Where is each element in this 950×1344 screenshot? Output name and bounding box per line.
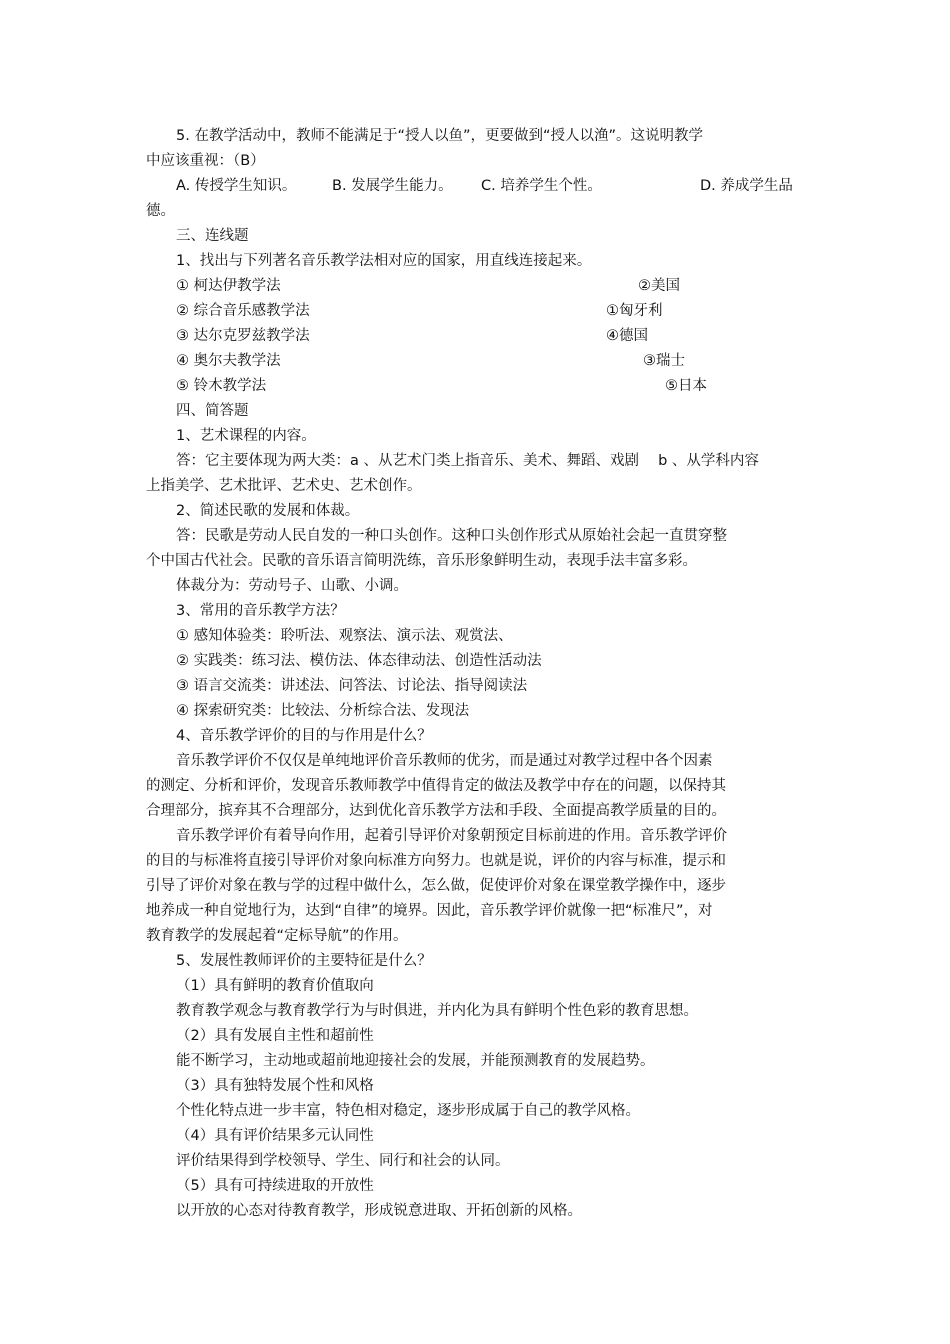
q5-option-d-continued: 德。 bbox=[146, 203, 175, 219]
q3-item: ③ 语言交流类：讲述法、问答法、讨论法、指导阅读法 bbox=[176, 678, 528, 694]
country-item: ②美国 bbox=[638, 278, 680, 294]
q3-item: ② 实践类：练习法、模仿法、体态律动法、创造性活动法 bbox=[176, 653, 542, 669]
feature-body: 个性化特点进一步丰富，特色相对稳定，逐步形成属于自己的教学风格。 bbox=[176, 1103, 640, 1119]
q1-title: 1、艺术课程的内容。 bbox=[176, 428, 316, 444]
q4-paragraph-line: 合理部分，摈弃其不合理部分，达到优化音乐教学方法和手段、全面提高教学质量的目的。 bbox=[146, 803, 726, 819]
section3-heading: 三、连线题 bbox=[176, 228, 249, 244]
method-item: ② 综合音乐感教学法 bbox=[176, 303, 310, 319]
feature-heading: （4）具有评价结果多元认同性 bbox=[176, 1128, 374, 1144]
country-item: ⑤日本 bbox=[665, 378, 707, 394]
q5-stem-line-1: 5. 在教学活动中，教师不能满足于“授人以鱼”，更要做到“授人以渔”。这说明教学 bbox=[176, 128, 703, 144]
q1-answer-line: 上指美学、艺术批评、艺术史、艺术创作。 bbox=[146, 478, 422, 494]
q5-option-d: D. 养成学生品 bbox=[700, 178, 793, 194]
country-item: ③瑞士 bbox=[643, 353, 685, 369]
q1-answer-line: 答：它主要体现为两大类：a 、从艺术门类上指音乐、美术、舞蹈、戏剧 b 、从学科内容 bbox=[176, 453, 759, 469]
feature-body: 评价结果得到学校领导、学生、同行和社会的认同。 bbox=[176, 1153, 510, 1169]
q5-stem-line-2: 中应该重视：（B） bbox=[146, 153, 265, 169]
q4-paragraph-line: 地养成一种自觉地行为，达到“自律”的境界。因此，音乐教学评价就像一把“标准尺”，对 bbox=[146, 903, 713, 919]
feature-heading: （2）具有发展自主性和超前性 bbox=[176, 1028, 374, 1044]
section3-q1: 1、找出与下列著名音乐教学法相对应的国家，用直线连接起来。 bbox=[176, 253, 592, 269]
method-item: ⑤ 铃木教学法 bbox=[176, 378, 267, 394]
q5-option-a: A. 传授学生知识。 bbox=[176, 178, 297, 194]
feature-heading: （5）具有可持续进取的开放性 bbox=[176, 1178, 374, 1194]
q3-item: ① 感知体验类：聆听法、观察法、演示法、观赏法、 bbox=[176, 628, 513, 644]
q2-answer-line: 个中国古代社会。民歌的音乐语言简明洗练，音乐形象鲜明生动，表现手法丰富多彩。 bbox=[146, 553, 697, 569]
q5-option-b: B. 发展学生能力。 bbox=[332, 178, 453, 194]
feature-heading: （3）具有独特发展个性和风格 bbox=[176, 1078, 374, 1094]
q3-item: ④ 探索研究类：比较法、分析综合法、发现法 bbox=[176, 703, 470, 719]
feature-body: 能不断学习，主动地或超前地迎接社会的发展，并能预测教育的发展趋势。 bbox=[176, 1053, 655, 1069]
q3-title: 3、常用的音乐教学方法？ bbox=[176, 603, 345, 619]
method-item: ④ 奥尔夫教学法 bbox=[176, 353, 281, 369]
country-item: ④德国 bbox=[606, 328, 648, 344]
q4-paragraph-line: 引导了评价对象在教与学的过程中做什么，怎么做，促使评价对象在课堂教学操作中，逐步 bbox=[146, 878, 726, 894]
method-item: ③ 达尔克罗兹教学法 bbox=[176, 328, 310, 344]
q4-title: 4、音乐教学评价的目的与作用是什么？ bbox=[176, 728, 432, 744]
q2-answer-line: 答：民歌是劳动人民自发的一种口头创作。这种口头创作形式从原始社会起一直贯穿整 bbox=[176, 528, 727, 544]
q2-answer-line: 体裁分为：劳动号子、山歌、小调。 bbox=[176, 578, 408, 594]
q4-paragraph-line: 的目的与标准将直接引导评价对象向标准方向努力。也就是说，评价的内容与标准，提示和 bbox=[146, 853, 726, 869]
section4-heading: 四、简答题 bbox=[176, 403, 249, 419]
q4-paragraph-line: 的测定、分析和评价，发现音乐教师教学中值得肯定的做法及教学中存在的问题，以保持其 bbox=[146, 778, 726, 794]
method-item: ① 柯达伊教学法 bbox=[176, 278, 281, 294]
q4-paragraph-line: 音乐教学评价有着导向作用，起着引导评价对象朝预定目标前进的作用。音乐教学评价 bbox=[176, 828, 727, 844]
country-item: ①匈牙利 bbox=[606, 303, 663, 319]
q5-title: 5、发展性教师评价的主要特征是什么？ bbox=[176, 953, 432, 969]
feature-heading: （1）具有鲜明的教育价值取向 bbox=[176, 978, 374, 994]
q4-paragraph-line: 音乐教学评价不仅仅是单纯地评价音乐教师的优劣，而是通过对教学过程中各个因素 bbox=[176, 753, 713, 769]
q4-paragraph-line: 教育教学的发展起着“定标导航”的作用。 bbox=[146, 928, 408, 944]
q5-option-c: C. 培养学生个性。 bbox=[481, 178, 602, 194]
feature-body: 教育教学观念与教育教学行为与时俱进，并内化为具有鲜明个性色彩的教育思想。 bbox=[176, 1003, 698, 1019]
q2-title: 2、简述民歌的发展和体裁。 bbox=[176, 503, 360, 519]
feature-body: 以开放的心态对待教育教学，形成锐意进取、开拓创新的风格。 bbox=[176, 1203, 582, 1219]
